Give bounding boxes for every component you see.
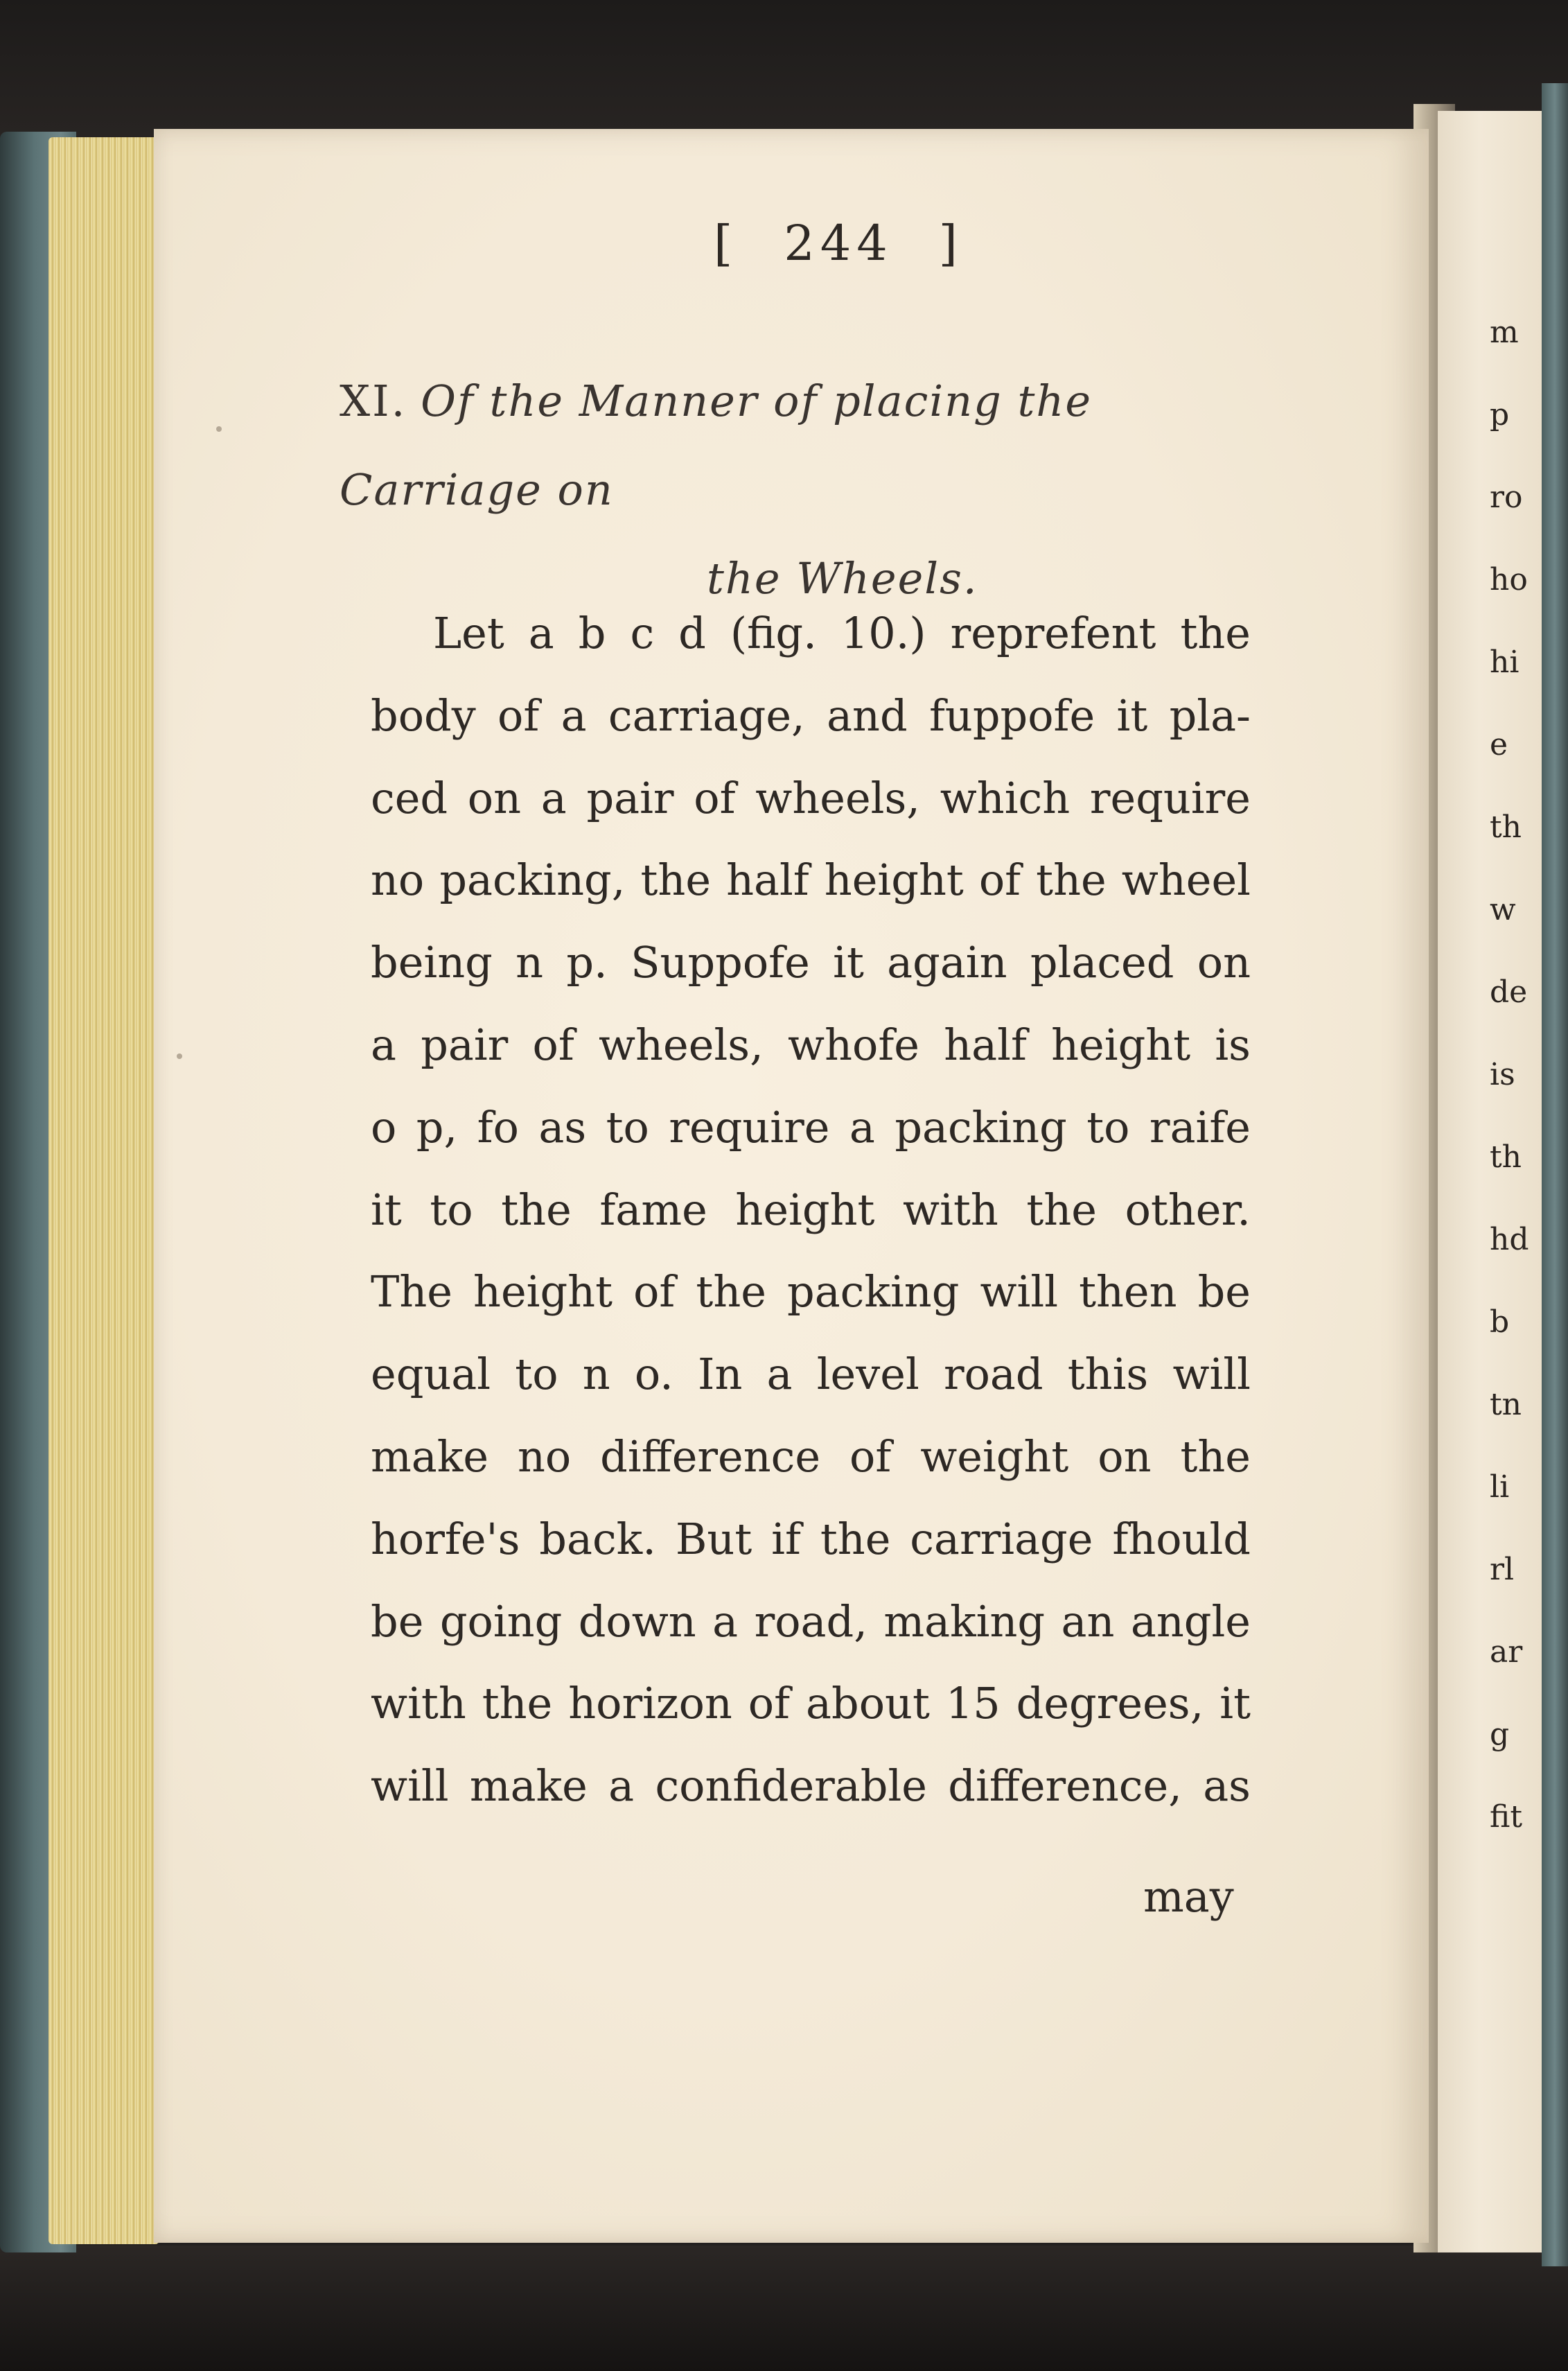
ink-speck — [216, 426, 222, 432]
body-text — [371, 593, 1251, 1828]
page-header — [714, 215, 963, 272]
header-bracket-open: [ — [714, 215, 739, 272]
body-line: a pair of wheels, whofe half height is — [371, 1019, 1251, 1070]
facing-page-fragment: is — [1490, 1057, 1515, 1092]
body-line: be going down a road, making an angle — [371, 1595, 1251, 1647]
body-line: it to the fame height with the other. — [371, 1184, 1251, 1235]
facing-page-fragment: ro — [1490, 480, 1523, 515]
facing-page-fragment: th — [1490, 810, 1522, 845]
body-line: with the horizon of about 15 degrees, it — [371, 1678, 1251, 1729]
catchword: may — [1143, 1871, 1234, 1922]
body-line: being n p. Suppofe it again placed on — [371, 937, 1251, 988]
body-line: make no difference of weight on the — [371, 1431, 1251, 1482]
facing-page-fragment: ar — [1490, 1634, 1523, 1670]
facing-page-fragment: li — [1490, 1469, 1510, 1505]
facing-page-fragment: e — [1490, 727, 1508, 762]
facing-page-fragment: hi — [1490, 645, 1519, 680]
section-number: XI. — [340, 376, 407, 426]
header-bracket-close: ] — [938, 215, 963, 272]
facing-page-fragment: hd — [1490, 1222, 1529, 1257]
page-number: 244 — [784, 215, 893, 272]
body-line: ced on a pair of wheels, which require — [371, 772, 1251, 823]
body-line: Let a b c d (fig. 10.) reprefent the — [433, 608, 1251, 658]
background-bottom — [0, 2246, 1568, 2371]
body-line: The height of the packing will then be — [371, 1266, 1251, 1318]
body-line: no packing, the half height of the wheel — [371, 855, 1251, 906]
facing-page-fragment: rl — [1490, 1552, 1515, 1587]
ink-speck — [177, 1053, 182, 1059]
facing-page-fragment: g — [1490, 1717, 1510, 1752]
facing-page-fragments — [1490, 291, 1552, 1858]
page-edges — [49, 137, 159, 2244]
facing-page-fragment: fit — [1490, 1799, 1523, 1835]
body-line: body of a carriage, and fuppofe it pla- — [371, 690, 1251, 741]
body-line: will make a confiderable difference, as — [371, 1760, 1251, 1812]
body-line: o p, fo as to require a packing to raife — [371, 1101, 1251, 1153]
section-title-line2: the Wheels. — [707, 553, 978, 604]
facing-page-fragment: w — [1490, 892, 1516, 927]
body-line: equal to n o. In a level road this will — [371, 1349, 1251, 1400]
facing-page-fragment: de — [1490, 974, 1528, 1010]
section-title-line1: Of the Manner of placing the Carriage on — [340, 376, 1093, 515]
facing-page-fragment: th — [1490, 1139, 1522, 1175]
section-heading — [340, 357, 1282, 623]
facing-page-fragment: tn — [1490, 1387, 1522, 1422]
facing-page-fragment: m — [1490, 315, 1519, 350]
facing-page-fragment: b — [1490, 1304, 1510, 1340]
facing-page-fragment: p — [1490, 397, 1510, 432]
body-line: horfe's back. But if the carriage fhould — [371, 1513, 1251, 1564]
facing-page-fragment: ho — [1490, 562, 1528, 597]
